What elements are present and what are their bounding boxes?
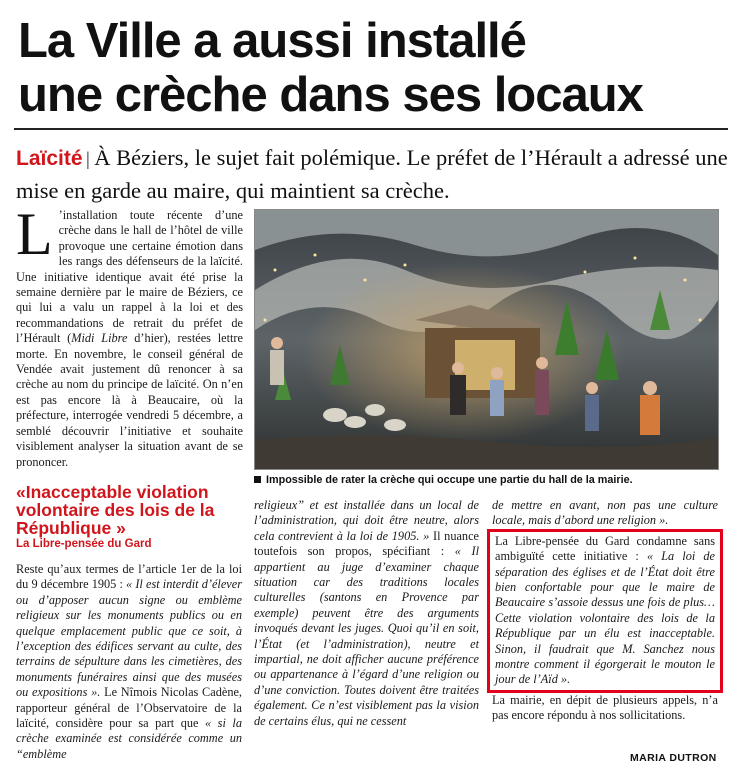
drop-cap: L [16,201,53,267]
col2-text-a: Reste qu’aux termes de l’article 1er de la loi du 9 décembre 1905 : [16,562,242,592]
photo-caption [254,474,729,486]
col3-text-a: Il nuance toutefois son propos, spécifiant : [254,528,479,559]
lead-text: À Béziers, le sujet fait polémique. Le préfet de l’Hérault a adressé une mise en garde au maire, qui maintient sa crèche. [16,145,728,203]
col1-text-a: ’installation toute récente d’une crèche dans le hall de l’hôtel de ville provoque une certaine émotion dans les rangs des défenseurs de la laïcité. Une initiative identique avait été prise la semaine dernière par le maire de Béziers, ce qui lui a valu un rappel à la loi et des recommandations de retrait du préfet de l’Hérault ( [16,208,243,346]
lead-paragraph [16,142,731,207]
headline-line-1: La Ville a aussi installé [18,14,526,68]
col2-text-b: Le Nîmois Nicolas Cadène, rapporteur général de l’Observatoire de la laïcité, considère pour sa part que [16,685,242,731]
nativity-scene-photo [254,209,719,470]
lead-kicker: Laïcité [16,147,83,170]
col1-text-b: d’hier), restées lettre morte. En novembre, le conseil général de Vendée avait justement dû renoncer à sa crèche au nom du principe de laïcité. On n’en est pas encore là à Beaucaire, où la préfecture, interrogée vendredi 5 décembre, a semblé découvrir l’initiative et souhaite visiblement analyser la situation avant de se prononcer. [16,331,243,469]
box-text: La Libre-pensée du Gard condamne sans ambiguïté cette initiative : [495,533,715,564]
headline-line-2: une crèche dans ses locaux [18,68,643,122]
article-column-3 [254,498,479,729]
col4-closing: La mairie, en dépit de plusieurs appels, n’a pas encore répondu à nos sollicitations. [492,692,718,723]
pull-quote-source: La Libre-pensée du Gard [16,538,152,550]
lead-separator: | [85,149,91,169]
col3-quote-a: religieux” et est installée dans un local de l’administration, qui doit être neutre, alors cela contrevient à la loi de 1905. » [254,498,479,543]
byline: MARIA DUTRON [630,752,717,764]
highlighted-box [487,529,723,693]
col1-newspaper-name: Midi Libre [71,331,128,346]
col3-quote-b: « Il appartient au juge d’examiner chaque situation car des traditions locales culturelles (santons en Provence par exemple) peuvent être des arguments invoqués devant les juges. Quoi qu’il en soit, l’État (et l’administration), neutre et impartial, ne doit afficher aucune préférence ou appartenance à l’égard d’une religion ou d’une conviction. Toutes doivent être traitées également. Ce n’est visiblement pas la vision de certains élus, qui ne cessent [254,544,479,728]
caption-text: Impossible de rater la crèche qui occupe une partie du hall de la mairie. [266,474,633,486]
col4-quote-end: de mettre en avant, non pas une culture locale, mais d’abord une religion ». [492,498,718,528]
col2-quote-cadene: « si la crèche examinée est considérée comme un “emblème [16,716,242,761]
article-column-4 [492,498,718,724]
article-column-2 [16,562,242,762]
col2-quote-law: « Il est interdit d’élever ou d’apposer aucun signe ou emblème religieux sur les monuments publics ou en quelque emplacement public que ce soit, à l’exception des édifices servant au culte, des terrains de sépulture dans les cimetières, des monuments funéraires ainsi que des musées ou expositions ». [16,577,242,700]
pull-quote: «Inacceptable violation volontaire des lois de la République » [16,482,215,538]
headline [18,14,738,122]
caption-square-icon [254,476,261,483]
headline-rule [14,128,728,130]
article-column-1 [16,201,243,470]
box-quote: « La loi de séparation des églises et de l’État doit être bien confortable pour que le maire de Beaucaire s’assoie dessus une fois de plus… Cette violation volontaire des lois de la République par un élu est inacceptable. Sinon, il faudrait que M. Sanchez nous montre comment il égorgerait le mouton le jour de l’Aïd ». [495,549,715,687]
